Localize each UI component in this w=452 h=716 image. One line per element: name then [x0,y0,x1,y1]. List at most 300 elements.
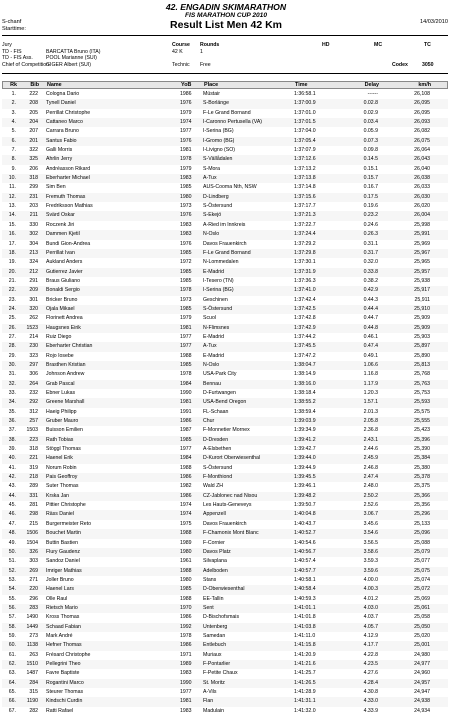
cell-rank: 65. [8,689,16,695]
cell-bib: 273 [29,632,38,639]
table-row [2,183,448,192]
cell-name: Burgermeister Reto [46,520,91,527]
cell-name: Kindschi Curdin [46,698,83,705]
table-row [2,464,448,473]
cell-kmh: 25,917 [414,287,430,294]
cell-delay: 0.33.8 [363,268,378,275]
cell-rank: 64. [8,679,16,686]
cell-time: 1:38:55.2 [294,399,316,406]
cell-name: Pittier Christophe [46,502,86,509]
cell-name: Cologna Dario [46,91,80,97]
cell-yob: 1987 [180,427,192,434]
cell-place: Scuol [203,315,216,322]
cell-yob: 1973 [180,296,192,303]
cell-rank: 44. [8,492,16,499]
cell-rank: 57. [8,614,16,621]
cell-yob: 1985 [180,268,192,275]
cell-bib: 205 [29,109,38,116]
cell-place: N-Flimsnes [203,324,230,331]
cell-rank: 52. [8,567,16,574]
cell-bib: 283 [29,604,38,611]
cell-place: I-Livigno (SO) [203,147,235,154]
cell-rank: 27. [8,333,16,340]
cell-rank: 53. [8,576,16,583]
cell-place: N-Oslo [203,361,220,368]
cell-rank: 34. [8,399,16,406]
cell-time: 1:41:21.6 [294,660,316,667]
cell-kmh: 26,004 [414,212,430,219]
cell-rank: 31. [8,371,16,378]
cell-delay: 0.24.6 [363,221,378,228]
cell-bib: 214 [29,333,38,340]
cell-delay: 0.31.1 [363,240,378,247]
cell-place: I-Caronno Pertusella (VA) [203,119,263,126]
cell-rank: 15. [8,221,16,228]
cell-place: Madulain [203,707,225,714]
cell-time: 1:40:58.4 [294,586,316,593]
cell-name: Steurer Thomas [46,689,84,695]
cell-name: Florinett Andrea [46,315,83,322]
table-row [2,277,448,286]
cell-kmh: 25,938 [414,277,430,284]
cell-delay: 2.45.9 [363,455,378,462]
cell-bib: 213 [29,249,38,256]
event-date: 14/03/2010 [420,19,448,25]
codex-label: Codex [392,61,408,68]
cell-rank: 46. [8,511,16,518]
cell-place: Chur [203,418,215,425]
cell-bib: 320 [29,305,38,312]
cell-yob: 1984 [180,455,192,462]
cell-bib: 318 [29,446,38,453]
cell-rank: 4. [11,119,16,126]
cell-yob: 1985 [180,277,192,284]
cell-name: Pellegrini Theo [46,660,81,667]
cell-place: FL-Schaan [203,408,229,415]
cell-yob: 1988 [180,567,192,574]
cell-yob: 1986 [180,474,192,481]
cell-kmh: 25,897 [414,343,430,350]
table-row [2,482,448,491]
table-row [2,99,448,108]
cell-place: Samedan [203,632,226,639]
cell-kmh: 25,890 [414,352,430,359]
cell-delay: 4.33.0 [363,698,378,705]
cell-delay: 0.46.1 [363,333,378,340]
cell-delay: 4.27.6 [363,670,378,677]
cell-rank: 38. [8,436,16,443]
cell-kmh: 25,753 [414,390,430,396]
cell-kmh: 25,001 [414,642,430,649]
cell-place: E-Madrid [203,268,225,275]
cell-place: S-Mora [203,165,221,172]
cell-delay: 3.59.3 [363,558,378,565]
cell-rank: 22. [8,287,16,294]
cell-rank: 66. [8,698,16,705]
cell-rank: 51. [8,558,16,565]
cell-bib: 230 [29,343,38,350]
cell-yob: 1981 [180,147,192,154]
cell-rank: 8. [11,156,16,163]
cell-place: USA-Park City [203,371,237,378]
event-subtitle: FIS MARATHON CUP 2010 [184,12,268,19]
cell-name: Favre Baptiste [46,670,80,677]
table-row [2,520,448,529]
cell-yob: 1976 [180,137,192,144]
cell-kmh: 25,072 [414,586,430,593]
cell-time: 1:41:15.8 [294,642,316,649]
header-rule-top [2,35,448,36]
cell-name: Johnson Andrew [46,371,85,378]
cell-delay: 2.47.4 [363,474,378,481]
cell-rank: 5. [11,128,16,135]
table-row [2,595,448,604]
table-row [2,408,448,417]
cell-delay: 3.54.6 [363,530,378,537]
cell-delay: 0.05.9 [363,128,378,135]
header-rule-bottom [2,73,448,74]
cell-time: 1:37:14.8 [294,184,316,191]
col-name: Name [47,82,62,88]
cell-kmh: 25,903 [414,333,430,340]
cell-bib: 1504 [26,539,38,546]
cell-delay: 2.48.0 [363,483,378,490]
cell-yob: 1985 [180,305,192,312]
table-row [2,623,448,632]
cell-yob: 1986 [180,91,192,97]
cell-time: 1:37:17.7 [294,203,316,210]
cell-place: Davos Frauenkirch [203,240,247,247]
cell-kmh: 26,095 [414,100,430,107]
cell-rank: 67. [8,707,16,714]
cell-bib: 263 [29,651,38,658]
cell-delay: 4.01.2 [363,595,378,602]
cell-time: 1:39:44.0 [294,455,316,462]
cell-bib: 322 [29,147,38,154]
rounds-label: Rounds [200,42,220,48]
course-value: 42 K [172,48,183,55]
results-table [2,90,448,716]
cell-time: 1:37:42.4 [294,296,316,303]
cell-bib: 221 [29,455,38,462]
cell-kmh: 25,396 [414,436,430,443]
cell-name: Haenel Lars [46,586,74,593]
cell-name: Fredriksson Mathias [46,203,93,210]
cell-yob: 1979 [180,165,192,172]
cell-yob: 1983 [180,707,192,714]
cell-kmh: 25,096 [414,530,430,537]
table-row [2,118,448,127]
cell-time: 1:39:03.9 [294,418,316,425]
table-row [2,501,448,510]
cell-time: 1:40:57.7 [294,567,316,574]
cell-bib: 204 [29,119,38,126]
cell-name: Krska Jan [46,492,70,499]
cell-rank: 17. [8,240,16,247]
cell-yob: 1976 [180,212,192,219]
cell-name: Rietsch Mario [46,604,78,611]
cell-name: Braus Giuliano [46,277,81,284]
cell-bib: 271 [29,576,38,583]
cell-yob: 1983 [180,221,192,228]
table-row [2,202,448,211]
cell-kmh: 26,043 [414,156,430,163]
cell-place: A-Vils [203,689,217,695]
cell-bib: 298 [29,511,38,518]
cell-bib: 1138 [26,642,38,649]
table-row [2,258,448,267]
cell-time: 1:37:42.5 [294,305,316,312]
cell-yob: 1990 [180,679,192,686]
cell-time: 1:41:32.0 [294,707,316,714]
cell-time: 1:37:01.0 [294,109,316,116]
cell-kmh: 25,969 [414,240,430,247]
cell-name: Roczenk Jiri [46,221,75,228]
cell-name: Ruiz Diego [46,333,72,340]
cell-bib: 231 [29,193,38,200]
cell-kmh: 25,909 [414,315,430,322]
cell-delay: ------ [367,91,378,97]
cell-delay: 4.03.0 [363,604,378,611]
cell-rank: 59. [8,632,16,639]
cell-kmh: 26,038 [414,175,430,182]
cell-time: 1:40:58.1 [294,576,316,583]
cell-place: St. Moritz [203,679,225,686]
cell-kmh: 25,813 [414,361,430,368]
cell-kmh: 24,980 [414,651,430,658]
cell-kmh: 25,061 [414,604,430,611]
cell-name: Galli Morris [46,147,73,154]
cell-rank: 35. [8,408,16,415]
cell-bib: 220 [29,586,38,593]
cell-yob: 1988 [180,530,192,537]
cell-rank: 26. [8,324,16,331]
cell-bib: 212 [29,268,38,275]
cell-place: Davos Frauenkirch [203,520,247,527]
cell-time: 1:41:25.7 [294,670,316,677]
cell-yob: 1970 [180,604,192,611]
cell-kmh: 25,909 [414,324,430,331]
cell-bib: 326 [29,548,38,555]
cell-delay: 2.43.1 [363,436,378,443]
result-title: Result List Men 42 Km [169,19,283,31]
cell-yob: 1961 [180,558,192,565]
cell-delay: 2.01.3 [363,408,378,415]
table-row [2,324,448,333]
table-row [2,146,448,155]
cell-bib: 215 [29,520,38,527]
table-row [2,389,448,398]
cell-bib: 315 [29,689,38,695]
cell-yob: 1981 [180,324,192,331]
cell-time: 1:37:44.2 [294,333,316,340]
cell-time: 1:38:18.4 [294,390,316,396]
cell-time: 1:41:28.9 [294,689,316,695]
cell-yob: 1981 [180,399,192,406]
cell-rank: 60. [8,642,16,649]
cell-name: Gruber Mauro [46,418,79,425]
cell-yob: 1989 [180,539,192,546]
cell-rank: 28. [8,343,16,350]
cell-kmh: 25,058 [414,614,430,621]
cell-bib: 1510 [26,660,38,667]
mc-label: MC [374,42,383,48]
cell-rank: 33. [8,390,16,396]
table-row [2,398,448,407]
cell-yob: 1977 [180,343,192,350]
cell-delay: 4.03.7 [363,614,378,621]
cell-kmh: 26,082 [414,128,430,135]
table-row [2,529,448,538]
cell-kmh: 25,593 [414,399,430,406]
cell-bib: 269 [29,567,38,574]
cell-place: Bennau [203,380,221,387]
cell-place: Wald ZH [203,483,223,490]
cell-name: Sandoz Daniel [46,558,80,565]
cell-bib: 203 [29,203,38,210]
cell-time: 1:39:48.2 [294,492,316,499]
cell-bib: 208 [29,100,38,107]
cell-time: 1:37:12.6 [294,156,316,163]
cell-rank: 24. [8,305,16,312]
cell-rank: 39. [8,446,16,453]
cell-rank: 10. [8,175,16,182]
cell-rank: 20. [8,268,16,275]
cell-yob: 1979 [180,315,192,322]
table-row [2,445,448,454]
cell-time: 1:40:52.7 [294,530,316,537]
cell-kmh: 25,967 [414,249,430,256]
cell-time: 1:41:01.1 [294,604,316,611]
table-row [2,314,448,323]
cell-delay: 0.15.1 [363,165,378,172]
cell-name: Buisson Emilien [46,427,83,434]
cell-rank: 25. [8,315,16,322]
table-row [2,651,448,660]
cell-rank: 11. [9,184,16,191]
table-row [2,660,448,669]
cell-kmh: 26,108 [414,91,430,97]
cell-delay: 4.00.3 [363,586,378,593]
cell-bib: 223 [29,436,38,443]
cell-name: Perrillat Ivan [46,249,75,256]
cell-delay: 4.33.9 [363,707,378,714]
cell-name: Kross Thomas [46,614,80,621]
cell-yob: 1977 [180,333,192,340]
cell-yob: 1978 [180,371,192,378]
cell-yob: 1983 [180,175,192,182]
cell-yob: 1977 [180,446,192,453]
cell-rank: 50. [8,548,16,555]
cell-place: USA-Bend Oregon [203,399,247,406]
cell-place: Muriaux [203,651,222,658]
cell-time: 1:36:58.1 [294,91,316,97]
cell-name: Norum Robin [46,464,77,471]
cell-delay: 4.00.0 [363,576,378,583]
cell-kmh: 25,911 [414,296,430,303]
cell-time: 1:40:56.7 [294,548,316,555]
cell-kmh: 24,938 [414,698,430,705]
cell-kmh: 25,998 [414,221,430,228]
cell-bib: 218 [29,474,38,481]
col-kmh: km/h [418,82,431,88]
tc-label: TC [424,42,431,48]
table-row [2,127,448,136]
td-ass-value: POOL Marianne (SUI) [46,55,97,61]
cell-bib: 1487 [26,670,38,677]
cell-kmh: 25,384 [414,455,430,462]
cell-time: 1:37:31.9 [294,268,316,275]
table-row [2,473,448,482]
cell-bib: 232 [29,390,38,396]
cell-rank: 14. [8,212,16,219]
cell-delay: 2.44.6 [363,446,378,453]
cell-bib: 296 [29,595,38,602]
table-row [2,613,448,622]
cell-yob: 1980 [180,193,192,200]
cell-bib: 323 [29,352,38,359]
cell-bib: 282 [29,707,38,714]
cell-time: 1:40:54.6 [294,539,316,546]
hd-label: HD [322,42,330,48]
cell-place: F-Monnetier Mornex [203,427,250,434]
cell-time: 1:37:36.3 [294,277,316,284]
table-row [2,426,448,435]
cell-bib: 303 [29,558,38,565]
cell-kmh: 25,575 [414,408,430,415]
cell-delay: 0.44.7 [363,315,378,322]
cell-rank: 18. [8,249,16,256]
cell-bib: 301 [29,296,38,303]
cell-rank: 45. [8,502,16,509]
cell-delay: 1.20.3 [363,390,378,396]
cell-kmh: 26,033 [414,184,430,191]
cell-bib: 206 [29,165,38,172]
cell-place: I-Serina (BG) [203,287,234,294]
cell-place: E-Madrid [203,352,225,359]
cell-delay: 0.07.3 [363,137,378,144]
jury-info [2,42,448,68]
cell-time: 1:41:11.0 [294,632,316,639]
cell-delay: 0.42.9 [363,287,378,294]
cell-place: A-Ried im Innkreis [203,221,246,228]
cell-bib: 1506 [26,530,38,537]
cell-bib: 304 [29,240,38,247]
table-row [2,361,448,370]
cell-place: S-Östersund [203,203,233,210]
cell-yob: 1992 [180,623,192,630]
cell-rank: 41. [8,464,16,471]
cell-place: Müstair [203,91,221,97]
cell-kmh: 26,093 [414,119,430,126]
chief-label: Chief of Competition [2,61,49,68]
cell-time: 1:37:22.7 [294,221,316,228]
cell-time: 1:37:30.1 [294,259,316,266]
cell-delay: 3.59.6 [363,567,378,574]
table-row [2,305,448,314]
col-delay: Delay [364,82,379,88]
cell-bib: 306 [29,371,38,378]
cell-bib: 211 [29,212,38,219]
cell-kmh: 25,991 [414,231,430,238]
cell-place: A-Tux [203,343,217,350]
cell-bib: 1490 [26,614,38,621]
cell-name: Bricker Bruno [46,296,78,303]
cell-rank: 19. [8,259,16,266]
rounds-value: 1 [200,48,203,55]
cell-time: 1:38:59.4 [294,408,316,415]
cell-place: Untenberg [203,623,228,630]
